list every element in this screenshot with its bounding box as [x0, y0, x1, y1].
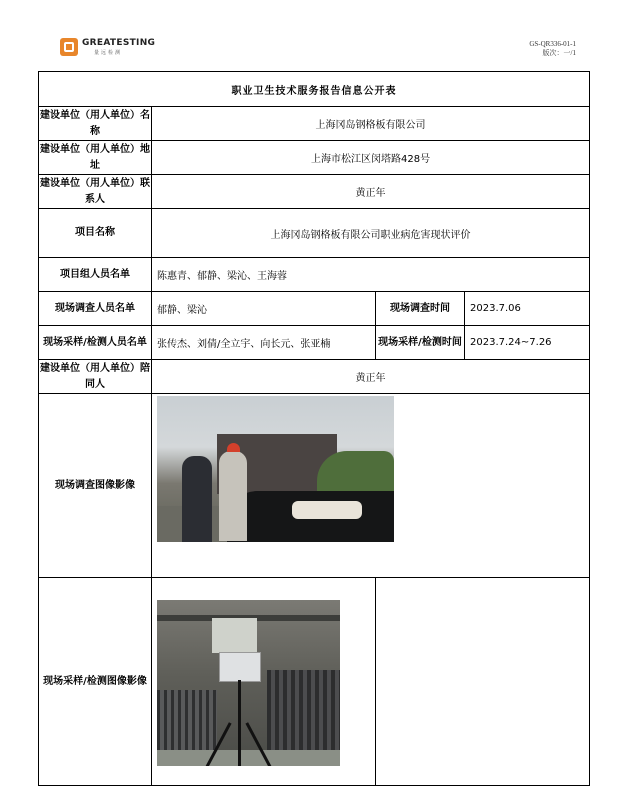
survey-photo-label: 现场调查图像影像 [39, 394, 152, 578]
project-label: 项目名称 [39, 209, 152, 258]
unit-name-value: 上海冈岛钢格板有限公司 [152, 107, 590, 141]
address-label: 建设单位（用人单位）地址 [39, 141, 152, 175]
address-value: 上海市松江区闵塔路428号 [152, 141, 590, 175]
logo-mark-icon [60, 38, 78, 56]
sampling-staff-value: 张传杰、刘倩/全立宇、向长元、张亚楠 [152, 326, 376, 360]
sampling-staff-label: 现场采样/检测人员名单 [39, 326, 152, 360]
table-row [39, 107, 590, 141]
survey-staff-value: 郁静、梁沁 [152, 292, 376, 326]
title-row [39, 72, 590, 107]
empty-photo-cell [376, 578, 590, 786]
escort-value: 黄正年 [152, 360, 590, 394]
document-code-block [529, 40, 576, 58]
sampling-photo-cell [152, 578, 376, 786]
logo-subtitle: 量远检测 [94, 50, 123, 56]
table-row [39, 360, 590, 394]
table-row [39, 292, 590, 326]
survey-site-photo [157, 396, 394, 542]
team-label: 项目组人员名单 [39, 258, 152, 292]
sampling-time-value: 2023.7.24~7.26 [465, 326, 590, 360]
table-row [39, 209, 590, 258]
document-version: 版次：一/1 [542, 49, 576, 57]
document-code: GS-QR336-01-1 [529, 40, 576, 48]
table-row [39, 578, 590, 786]
table-title: 职业卫生技术服务报告信息公开表 [39, 72, 590, 107]
sampling-photo-label: 现场采样/检测图像影像 [39, 578, 152, 786]
table-row [39, 394, 590, 578]
table-row [39, 326, 590, 360]
contact-label: 建设单位（用人单位）联系人 [39, 175, 152, 209]
escort-label: 建设单位（用人单位）陪同人 [39, 360, 152, 394]
project-value: 上海冈岛钢格板有限公司职业病危害现状评价 [152, 209, 590, 258]
table-row [39, 141, 590, 175]
survey-time-value: 2023.7.06 [465, 292, 590, 326]
team-value: 陈惠青、郁静、梁沁、王海蓉 [152, 258, 590, 292]
table-row [39, 175, 590, 209]
info-table [38, 71, 590, 786]
survey-time-label: 现场调查时间 [376, 292, 465, 326]
sampling-time-label: 现场采样/检测时间 [376, 326, 465, 360]
survey-staff-label: 现场调查人员名单 [39, 292, 152, 326]
table-row [39, 258, 590, 292]
company-logo [60, 37, 160, 59]
contact-value: 黄正年 [152, 175, 590, 209]
logo-brand: GREATESTING [82, 38, 156, 48]
sampling-site-photo [157, 600, 340, 766]
unit-name-label: 建设单位（用人单位）名称 [39, 107, 152, 141]
survey-photo-cell [152, 394, 590, 578]
